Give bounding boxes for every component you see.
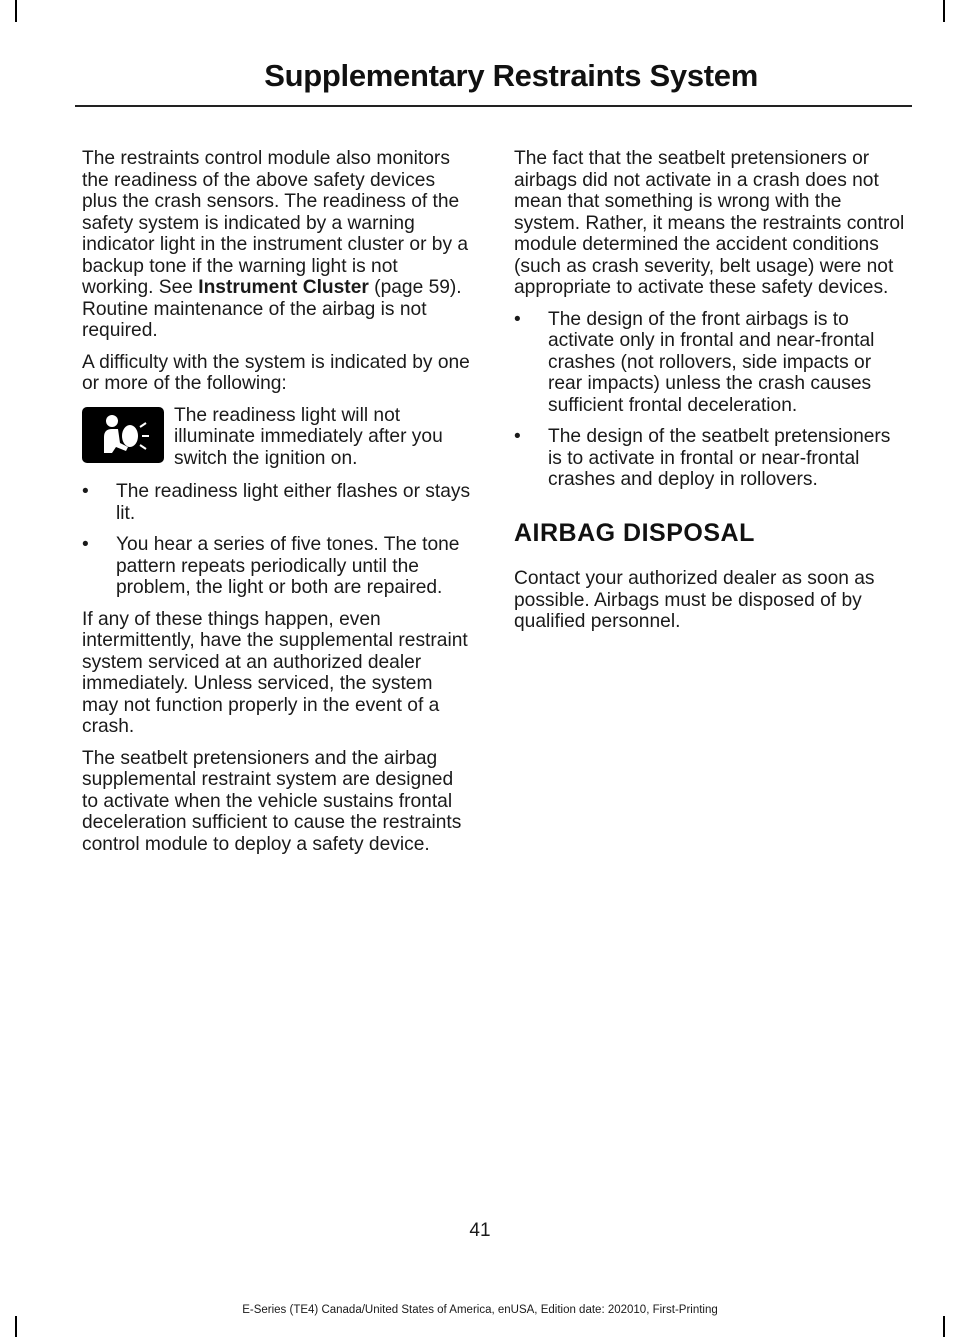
paragraph-not-activated: The fact that the seatbelt pretensioners or airbags did not activate in a crash does not mean that something is wrong with the system. Rather, it means the restraints control module determined the accident conditions (such as crash severity, belt usage) were not appropriate to activate these safety devices. <box>514 148 905 298</box>
readiness-light-text: The readiness light will not illuminate immediately after you switch the ignition on. <box>174 404 443 469</box>
list-item: • The design of the seatbelt pretensioners is to activate in frontal or near-frontal crashes and deploy in rollovers. <box>514 426 891 490</box>
crop-mark-top-right <box>943 0 945 22</box>
footer-edition-info: E-Series (TE4) Canada/United States of America, enUSA, Edition date: 202010, First-Printing <box>242 1304 718 1316</box>
readiness-light-item <box>82 405 474 470</box>
paragraph-difficulty-intro: A difficulty with the system is indicated by one or more of the following: <box>82 351 470 394</box>
airbag-warning-icon <box>82 407 164 463</box>
section-heading-airbag-disposal: AIRBAG DISPOSAL <box>514 518 755 547</box>
left-column <box>82 148 474 865</box>
list-item: • You hear a series of five tones. The tone pattern repeats periodically until the problem, the light or both are repaired. <box>82 534 460 598</box>
instrument-cluster-link[interactable]: Instrument Cluster <box>198 277 369 298</box>
crop-mark-top-left <box>15 0 17 22</box>
list-item: • The readiness light either flashes or stays lit. <box>82 481 471 524</box>
crop-mark-bottom-right <box>943 1316 945 1337</box>
paragraph-pretensioners-design: The seatbelt pretensioners and the airbag supplemental restraint system are designed to activate when the vehicle sustains frontal deceleration sufficient to cause the restraints control module to deploy a safety device. <box>82 747 462 855</box>
page-header-title: Supplementary Restraints System <box>264 58 758 93</box>
page-number: 41 <box>469 1220 491 1241</box>
crop-mark-bottom-left <box>15 1316 17 1337</box>
list-item: • The design of the front airbags is to activate only in frontal and near-frontal crashes (not rollovers, side impacts or rear impacts) unless the crash causes sufficient frontal deceleration. <box>514 308 875 416</box>
paragraph-restraints-module: The restraints control module also monitors the readiness of the above safety devices plus the crash sensors. The readiness of the safety system is indicated by a warning indicator light in the instrument cluster or by a backup tone if the warning light is not working. See Instrument Cluster (page 59). Routine maintenance of the airbag is not required. <box>82 148 469 341</box>
header-rule <box>75 105 912 107</box>
right-column <box>514 148 906 643</box>
paragraph-service-advice: If any of these things happen, even intermittently, have the supplemental restraint system serviced at an authorized dealer immediately. Unless serviced, the system may not function properly in the event of a crash. <box>82 608 468 737</box>
paragraph-disposal: Contact your authorized dealer as soon as possible. Airbags must be disposed of by qualified personnel. <box>514 568 875 632</box>
